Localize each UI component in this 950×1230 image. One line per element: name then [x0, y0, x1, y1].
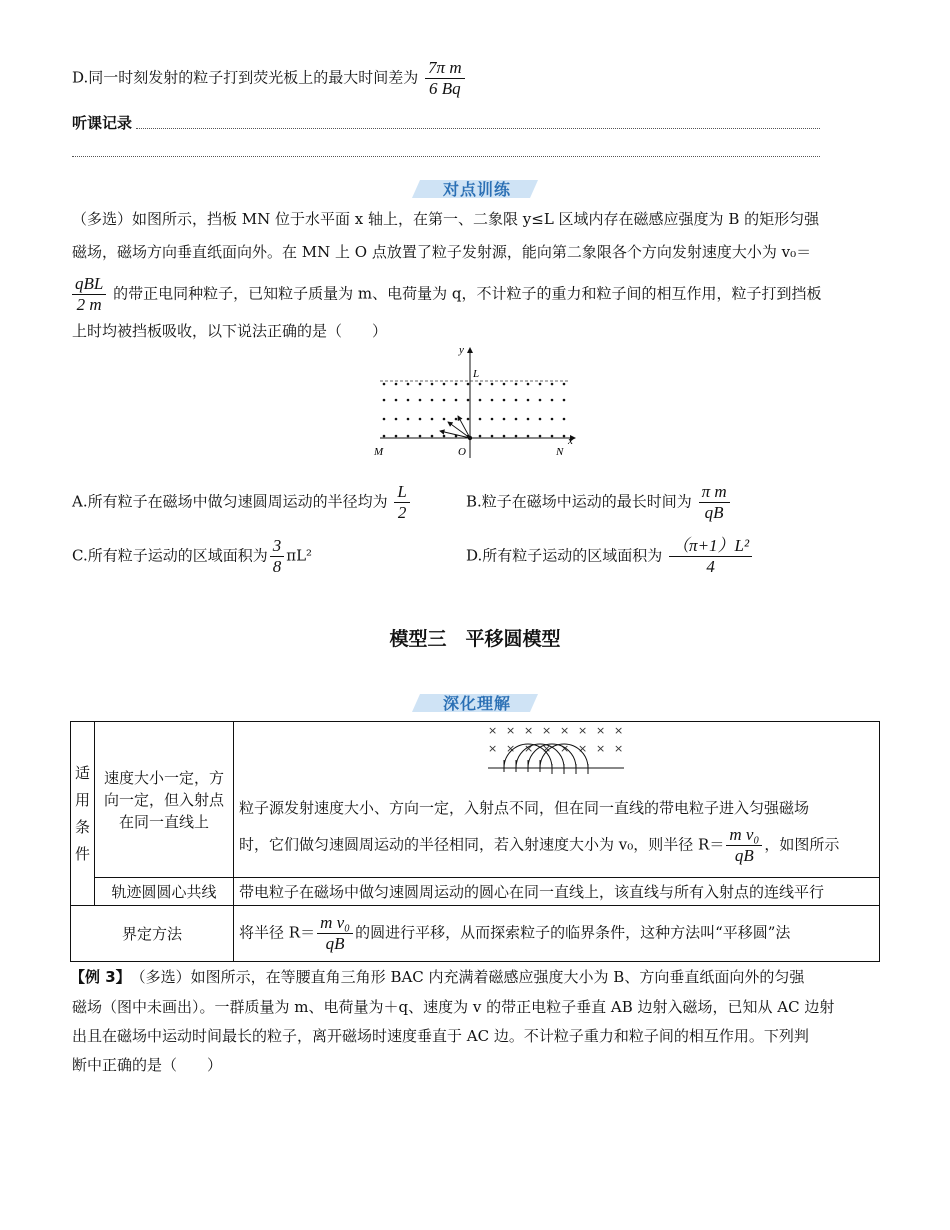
- field-dot: [503, 418, 506, 421]
- radius-line: 时，它们做匀速圆周运动的半径相同，若入射速度大小为 v₀，则半径 R＝ $\frac{\text{m v₀}}{qB}$ ，如图所示: [239, 825, 840, 865]
- field-dot: [383, 418, 386, 421]
- label-O: O: [458, 446, 466, 458]
- translate-circles-figure: [480, 722, 628, 774]
- fraction: $\frac{\text{（π+1）L²}}{4}$: [669, 536, 752, 577]
- label-N: N: [556, 446, 564, 458]
- fraction: $\frac{\text{π m}}{qB}$: [699, 482, 730, 523]
- field-dot: [503, 435, 506, 438]
- cell-centers-desc: 带电粒子在磁场中做匀速圆周运动的圆心在同一直线上，该直线与所有入射点的连线平行: [234, 878, 880, 906]
- practice-line: （多选）如图所示，挡板 MN 位于水平面 x 轴上，在第一、二象限 y≤L 区域内存在磁感应强度为 B 的矩形匀强: [72, 210, 820, 228]
- notes-line: [72, 156, 820, 157]
- field-dot: [551, 399, 554, 402]
- field-dot: [539, 399, 542, 402]
- field-cross: ×: [596, 742, 606, 755]
- fraction: $\frac{\text{m v₀}}{qB}$: [317, 913, 353, 954]
- field-dot: [419, 399, 422, 402]
- example-line: 出且在磁场中运动时间最长的粒子，离开磁场时速度垂直于 AC 边。不计粒子重力和粒子间的相互作用。下列判: [72, 1027, 809, 1045]
- field-dot: [551, 418, 554, 421]
- field-dot: [455, 418, 458, 421]
- option-b: B.粒子在磁场中运动的最长时间为 $\frac{\text{π m}}{qB}$: [466, 482, 732, 523]
- field-dot: [443, 435, 446, 438]
- cell-method: 界定方法: [71, 906, 234, 962]
- field-cross: ×: [542, 724, 552, 737]
- example-line: 【例 3】 （多选）如图所示，在等腰直角三角形 BAC 内充满着磁感应强度大小为 B、方向垂直纸面向外的匀强: [70, 968, 805, 986]
- cell-description: × × × × × × × × × × × × × × × × 粒子源发射速度大小、方向一定，入射点不同，但在同一直线的带电粒子进入匀强磁场 时，它们做匀速圆周运动的半径相同，若入射速度大小为 v₀，则半径 R＝ $\frac{\text{m v₀}}{qB}$ ，如图所示: [234, 722, 880, 878]
- field-dot: [527, 399, 530, 402]
- v0-fraction: $\frac{\text{qBL}}{2 m}$: [72, 274, 106, 315]
- field-dot: [515, 435, 518, 438]
- example-line: 磁场（图中未画出）。一群质量为 m、电荷量为＋q、速度为 v 的带正电粒子垂直 AB 边射入磁场，已知从 AC 边射: [72, 998, 835, 1016]
- fraction: $\frac{L}{2}$: [394, 482, 409, 523]
- option-a: A.所有粒子在磁场中做匀速圆周运动的半径均为 $\frac{L}{2}$: [72, 482, 412, 523]
- field-dot: [491, 383, 494, 386]
- field-dot: [395, 399, 398, 402]
- field-dot: [407, 383, 410, 386]
- notes-line: [136, 128, 820, 129]
- field-dot: [539, 435, 542, 438]
- field-dot: [491, 435, 494, 438]
- field-dot: [431, 383, 434, 386]
- field-dot: [383, 435, 386, 438]
- label-x: x: [568, 435, 573, 447]
- cell-applicable: 适用条件: [71, 722, 95, 906]
- field-dot: [563, 383, 566, 386]
- field-cross: ×: [506, 724, 516, 737]
- field-dot: [563, 418, 566, 421]
- field-dot: [383, 399, 386, 402]
- source-point: [468, 436, 472, 440]
- field-dot: [479, 418, 482, 421]
- field-dot: [407, 435, 410, 438]
- field-dot: [515, 418, 518, 421]
- field-dot: [443, 383, 446, 386]
- field-cross: ×: [596, 724, 606, 737]
- field-cross: ×: [524, 742, 534, 755]
- field-dot: [527, 435, 530, 438]
- fraction: $\frac{3}{8}$: [270, 536, 285, 577]
- field-dot: [563, 435, 566, 438]
- deepen-banner: 深化理解: [412, 690, 542, 714]
- field-dot: [551, 383, 554, 386]
- field-dot: [395, 418, 398, 421]
- option-c: C.所有粒子运动的区域面积为 $\frac{3}{8}$ πL²: [72, 536, 313, 576]
- field-dot: [455, 399, 458, 402]
- field-cross: ×: [560, 724, 570, 737]
- practice-line: 上时均被挡板吸收，以下说法正确的是（ ）: [72, 322, 388, 340]
- field-dot: [443, 399, 446, 402]
- field-dot: [431, 399, 434, 402]
- field-dot: [431, 418, 434, 421]
- field-cross: ×: [542, 742, 552, 755]
- label-L: L: [473, 368, 480, 380]
- field-dot: [479, 435, 482, 438]
- label-y: y: [459, 344, 464, 356]
- field-cross: ×: [488, 742, 498, 755]
- fraction: $\frac{\text{7π m}}{6 Bq}$: [425, 58, 465, 99]
- cell-condition: 速度大小一定，方向一定，但入射点在同一直线上: [95, 722, 234, 878]
- option-d: D.所有粒子运动的区域面积为 $\frac{\text{（π+1）L²}}{4}$: [466, 536, 754, 577]
- field-cross: ×: [578, 742, 588, 755]
- field-dot: [551, 435, 554, 438]
- field-cross: ×: [614, 724, 624, 737]
- field-dot: [479, 383, 482, 386]
- notes-label: 听课记录: [72, 114, 133, 132]
- field-dot: [431, 435, 434, 438]
- cell-method-desc: 将半径 R＝ $\frac{\text{m v₀}}{qB}$ 的圆进行平移，从而探索粒子的临界条件，这种方法叫“平移圆”法: [234, 906, 880, 962]
- field-cross: ×: [560, 742, 570, 755]
- field-cross: ×: [524, 724, 534, 737]
- field-dot: [467, 383, 470, 386]
- field-dot: [467, 399, 470, 402]
- field-dot: [515, 399, 518, 402]
- model-table: [70, 721, 880, 962]
- field-dot: [527, 383, 530, 386]
- field-cross: ×: [578, 724, 588, 737]
- field-dot: [539, 383, 542, 386]
- practice-line: $\frac{\text{qBL}}{2 m}$ 的带正电同种粒子，已知粒子质量为 m、电荷量为 q，不计粒子的重力和粒子间的相互作用，粒子打到挡板: [70, 274, 822, 315]
- field-dot: [503, 399, 506, 402]
- label-M: M: [374, 446, 384, 458]
- field-dot: [395, 383, 398, 386]
- field-cross: ×: [506, 742, 516, 755]
- field-dot: [395, 435, 398, 438]
- field-dot: [407, 418, 410, 421]
- field-dot: [563, 399, 566, 402]
- model-title: 模型三 平移圆模型: [389, 628, 561, 650]
- field-dot: [491, 399, 494, 402]
- field-dot: [503, 383, 506, 386]
- cell-centers: 轨迹圆圆心共线: [95, 878, 234, 906]
- field-dot: [407, 399, 410, 402]
- fraction: $\frac{\text{m v₀}}{qB}$: [726, 825, 762, 866]
- field-dot: [455, 383, 458, 386]
- field-figure: [370, 342, 585, 460]
- field-dot: [419, 435, 422, 438]
- field-dot: [479, 399, 482, 402]
- example-tag: 【例 3】: [70, 968, 124, 986]
- practice-line: 磁场，磁场方向垂直纸面向外。在 MN 上 O 点放置了粒子发射源，能向第二象限各个方向发射速度大小为 v₀＝: [72, 243, 812, 261]
- field-dot: [467, 418, 470, 421]
- field-dot: [443, 418, 446, 421]
- field-dot: [491, 418, 494, 421]
- field-cross: ×: [614, 742, 624, 755]
- field-dots: [383, 383, 566, 438]
- field-dot: [539, 418, 542, 421]
- example-line: 断中正确的是（ ）: [72, 1056, 223, 1074]
- field-dot: [419, 383, 422, 386]
- field-dot: [383, 383, 386, 386]
- practice-banner: 对点训练: [412, 176, 542, 200]
- field-dot: [515, 383, 518, 386]
- field-dot: [419, 418, 422, 421]
- prev-option-d: D.同一时刻发射的粒子打到荧光板上的最大时间差为 $\frac{\text{7π m}}{6 Bq}$: [72, 58, 467, 99]
- field-dot: [527, 418, 530, 421]
- field-cross: ×: [488, 724, 498, 737]
